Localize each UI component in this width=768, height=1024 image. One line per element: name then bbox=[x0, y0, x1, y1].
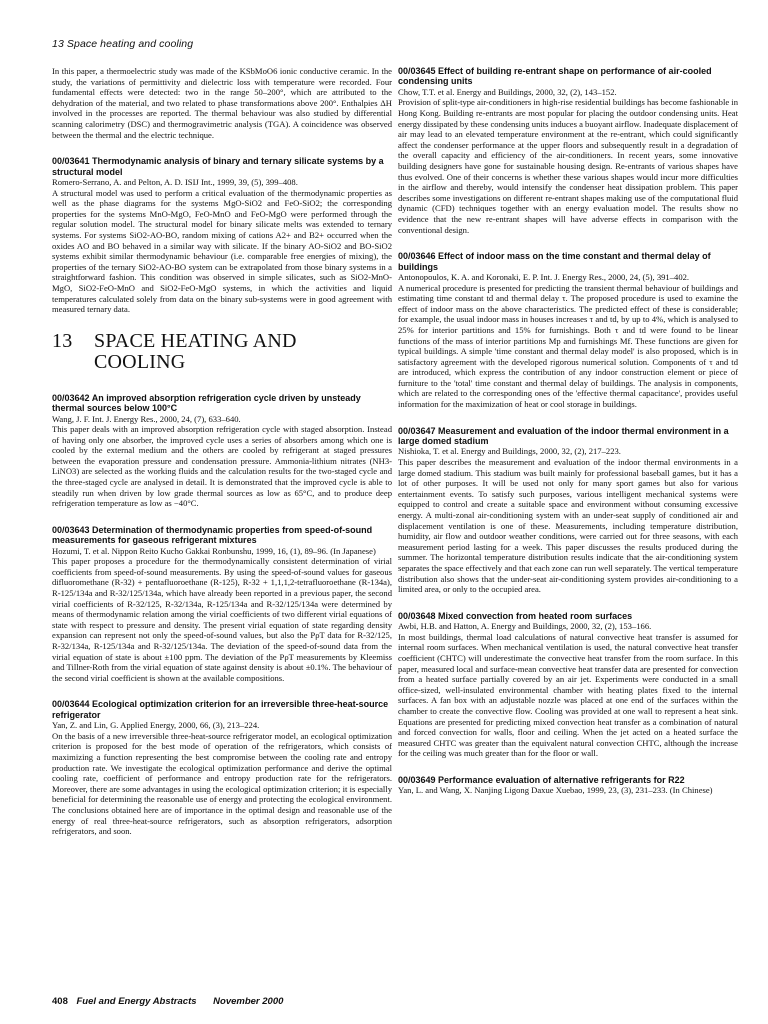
abstract-body: On the basis of a new irreversible three-heat-source refrigerator model, an ecological optimization criterion is proposed for the best mode of operation of the refrigerators, which consists of maximizing a function representing the best compromise between the cooling rate and entropy production rate. We investigate the ecological optimization performance and derive the optimal cooling rate, coefficient of performance and entropy production rate for the refrigerators. Moreover, there are some advantages in using the ecological optimization criterion; it is especially beneficial for determining the reasonable use of energy and protecting the ecological environment. The conclusions obtained here are of importance in the optimal design and reasonable use of the energy of real three-heat-source refrigerators, such as absorption refrigerators, adsorption refrigerators, and soon. bbox=[52, 730, 392, 837]
section-title: SPACE HEATING AND COOLING bbox=[94, 329, 297, 373]
abstract-citation: Awbi, H.B. and Hatton, A. Energy and Buildings, 2000, 32, (2), 153–166. bbox=[398, 621, 652, 632]
abstract-citation: Nishioka, T. et al. Energy and Buildings, 2000, 32, (2), 217–223. bbox=[398, 446, 621, 457]
abstract-body: This paper deals with an improved absorption refrigeration cycle with staged absorption. Instead of having only one absorber, the improved cycle uses a series of absorbers among which one is cooled by the external medium and the others are cooled by refrigerant at staged pressures between the evaporation pressure and condensation pressure. Ammonia-lithium nitrates (NH3-LiNO3) are selected as the working fluids and the calculation results for the two-staged cycle and the three-staged cycle are analysed in detail. It is demonstrated that the improved cycle is able to steadily run when driven by low grade thermal sources as low as 65°C, and to produce deep refrigeration temperature as low as −40°C. bbox=[52, 424, 392, 509]
abstract-heading: 00/03645 Effect of building re-entrant shape on performance of air-cooled condensing units bbox=[398, 66, 712, 87]
abstract-03644 bbox=[52, 699, 392, 836]
page-footer bbox=[52, 996, 283, 1007]
abstract-body: A structural model was used to perform a critical evaluation of the thermodynamic properties as well as the phase diagrams for the systems MgO-SiO2 and FeO-SiO2; the corresponding properties for the systems MnO-MgO, FeO-MnO and FeO-MgO were performed through the regular solution model. The structural model for binary silicate melts was extended to ternary systems. For systems SiO2-AO-BO, random mixing of cations A2+ and B2+ occurred when the oxides AO and BO behaved in a similar way with silicate. If the binary AO-SiO2 and BO-SiO2 systems exhibit similar thermodynamic behaviour (i.e. comparable free energies of mixing), the properties of the ternary SiO2-AO-BO system can be extrapolated from those binary systems in a straightforward fashion. This condition was observed in simple silicates, such as SiO2-MnO-MgO, SiO2-FeO-MnO and SiO2-FeO-MgO systems, in which the activities and liquid temperatures calculated solely from data on the binary sub-systems were in good agreement with measured ternary data. bbox=[52, 187, 392, 315]
abstract-heading: 00/03648 Mixed convection from heated room surfaces bbox=[398, 610, 633, 621]
abstract-body: This paper describes the measurement and evaluation of the indoor thermal environments in a large domed stadium. This stadium was built mainly for professional baseball games, but it has a lot of other purposes. It will be used not only for many sport games but also for various entertainment events. To satisfy such purposes, various intelligent mechanical systems were equipped to control and create a suitable space and environment without consuming excessive energy. A multi-zonal air-conditioning system with an under-seat supply of conditioned air and displacement ventilation is one of these. Measurements, including temperature distribution, humidity, air flow and outdoor weather conditions, were carried out for three seasons, with each measurement period lasting for a week. This paper discusses the results produced during the summer. The horizontal temperature distribution results indicate that the air-conditioning system separates the space effectively and that each zone can run well separately. The vertical temperature distribution also shows that the under-seat air-conditioning system provides air-conditioning to a limited area, or only to the occupied area. bbox=[398, 457, 738, 595]
abstract-03647 bbox=[398, 426, 738, 595]
abstract-citation: Hozumi, T. et al. Nippon Reito Kucho Gakkai Ronbunshu, 1999, 16, (1), 89–96. (In Japanese) bbox=[52, 545, 376, 556]
abstract-heading: 00/03646 Effect of indoor mass on the time constant and thermal delay of buildings bbox=[398, 251, 711, 272]
abstract-03642 bbox=[52, 393, 392, 509]
abstract-citation: Wang, J. F. Int. J. Energy Res., 2000, 24, (7), 633–640. bbox=[52, 413, 241, 424]
abstract-03643 bbox=[52, 525, 392, 684]
issue-date: November 2000 bbox=[213, 996, 284, 1007]
abstract-citation: Antonopoulos, K. A. and Koronaki, E. P. Int. J. Energy Res., 2000, 24, (5), 391–402. bbox=[398, 271, 690, 282]
running-head: 13 Space heating and cooling bbox=[52, 38, 194, 50]
abstract-citation: Yan, Z. and Lin, G. Applied Energy, 2000, 66, (3), 213–224. bbox=[52, 720, 260, 731]
abstract-heading: 00/03649 Performance evaluation of alternative refrigerants for R22 bbox=[398, 774, 685, 785]
abstract-citation: Romero-Serrano, A. and Pelton, A. D. ISIJ Int., 1999, 39, (5), 399–408. bbox=[52, 176, 298, 187]
intro-paragraph: In this paper, a thermoelectric study was made of the KSbMoO6 ionic conductive ceramic. In the study, the variations of permittivity and dielectric loss with temperature were recorded. Four fundamental effects were detected: two in the range 50–200°, which are attributed to the dehydration of the material, and two related to phase transformations above 200°. Enthalpies ΔH involved in the processes are reported. The thermal behaviour was also studied by differential scanning calorimetry (DSC) and thermogravimetric analysis (TGA). A coincidence was observed between the thermal and the electric technique. bbox=[52, 66, 392, 140]
abstract-heading: 00/03641 Thermodynamic analysis of binary and ternary silicate systems by a structural model bbox=[52, 156, 384, 177]
abstract-heading: 00/03644 Ecological optimization criterion for an irreversible three-heat-source refrigerator bbox=[52, 699, 389, 720]
section-number: 13 bbox=[52, 329, 73, 352]
abstract-heading: 00/03647 Measurement and evaluation of the indoor thermal environment in a large domed stadium bbox=[398, 425, 729, 447]
abstract-heading: 00/03643 Determination of thermodynamic properties from speed-of-sound measurements for gaseous refrigerant mixtures bbox=[52, 524, 373, 546]
abstract-03648 bbox=[398, 611, 738, 759]
abstract-body: In most buildings, thermal load calculations of natural convective heat transfer is assumed for internal room surfaces. When mechanical ventilation is used, the natural convective heat transfer coefficient (CHTC) will underestimate the convective heat transfer from the room surface. In this paper, measured local and surface-mean convective heat transfer data are presented for convection from a heated surface partially covered by an air jet. Experiments were conducted in a small office-sized, well-insulated environmental chamber with heating plates fixed to the internal surfaces. A fan box with an adjustable nozzle was placed at one end of the surfaces within the chamber to create the convective flow. Cooling was provided at one wall to represent a heat sink. Equations are presented for predicting mixed convection heat transfer as a combination of natural and forced convection for walls, floor and ceiling. When the jet acted on a heated surface the measured CHTC was greater than the equivalent natural convection CHTC, although the increase for the ceiling was much greater than for the floor or wall. bbox=[398, 631, 738, 759]
page-number: 408 bbox=[52, 996, 68, 1007]
abstract-body: Provision of split-type air-conditioners in high-rise residential buildings has become fashionable in Hong Kong. Building re-entrants are most popular for placing the outdoor condensing units. Heat energy dissipated by these condensing units induces a buoyant airflow. Inadequate displacement of air may lead to an elevated temperature environment at the re-entrant, which could significantly affect the condenser performance at the upper floors and subsequently result in a degradation of the overall capacity and efficiency of the air-conditioners. In recent years, some innovative building designers have gone for sustainable housing design. Re-entrants of various shapes have thus evolved. One of their concerns is whether these various shapes would incur more difficulties in the airflow and thereby, would intensify the condenser heat dissipation problem. This paper describes some investigations on different re-entrant shapes making use of the computational fluid dynamic (CFD) techniques together with an energy evaluation model. The results show no evidence that the new re-entrant shapes will have adverse effects in comparison with the conventional design. bbox=[398, 97, 738, 235]
abstract-03649 bbox=[398, 775, 738, 796]
journal-name: Fuel and Energy Abstracts bbox=[76, 996, 197, 1007]
abstract-citation: Chow, T.T. et al. Energy and Buildings, 2000, 32, (2), 143–152. bbox=[398, 86, 617, 97]
abstract-heading: 00/03642 An improved absorption refrigeration cycle driven by unsteady thermal sources below 100°C bbox=[52, 392, 361, 414]
left-column bbox=[52, 66, 392, 853]
abstract-03646 bbox=[398, 251, 738, 410]
abstract-03641 bbox=[52, 156, 392, 315]
section-heading bbox=[52, 331, 392, 373]
abstract-citation: Yan, L. and Wang, X. Nanjing Ligong Daxue Xuebao, 1999, 23, (3), 231–233. (In Chinese) bbox=[398, 785, 713, 796]
right-column bbox=[398, 66, 738, 812]
abstract-body: This paper proposes a procedure for the thermodynamically consistent determination of virial coefficients from speed-of-sound measurements. By using the speed-of-sound values for gaseous difluoromethane (R-32) + pentafluoroethane (R-125), R-32 + 1,1,1,2-tetrafluoroethane (R-134a), R-125/134a and R-32/125/134a, which have already been reported in a previous paper, the second virial coefficients of R-32/125, R-32/134a, R-125/134a and R-32/125/134a were determined by means of thermodynamic relation among the virial coefficients of two different virial equations of state with respect to pressure and density. The present virial equation of state regarding density expansion can represent not only the speed-of-sound values, but also the PρT data for R-32/125, R-32/134a, R-125/134a and R-32/125/134a. The deviation of the speed-of-sound data from the virial equation of state is about ±100 ppm. The deviation of the PρT measurements by Kleemiss and Tillner-Roth from the virial equation of state against density is about ±0.1%. The behaviour of the second virial coefficient is shown at the available compositions. bbox=[52, 556, 392, 683]
abstract-body: A numerical procedure is presented for predicting the transient thermal behaviour of buildings and estimating time constant td and thermal delay τ. The proposed procedure is used to examine the effect of indoor mass on the above characteristics. The predicted effect of these is considerable; for example, the usual indoor mass in houses increases τ and td, by up to 4%, which is analysed to 25% for interior partitions and 15% for furnishings. Both τ and td were found to be linear functions of the mass of interior partitions Mp and furnishings Mf. These functions are given for typical buildings. A simple 'time constant and thermal delay model' is also proposed, which is in satisfactory agreement with the developed rigorous numerical solution. Components of τ and td are introduced, which express the contribution of any indoor construction element or piece of furniture to the 'total' time constant and thermal delay of buildings. The analysis in components, which are related to the corresponding ones of the 'effective thermal capacitance', provides useful information for the maximization of heat or cool storage in buildings. bbox=[398, 282, 738, 410]
abstract-03645 bbox=[398, 66, 738, 235]
